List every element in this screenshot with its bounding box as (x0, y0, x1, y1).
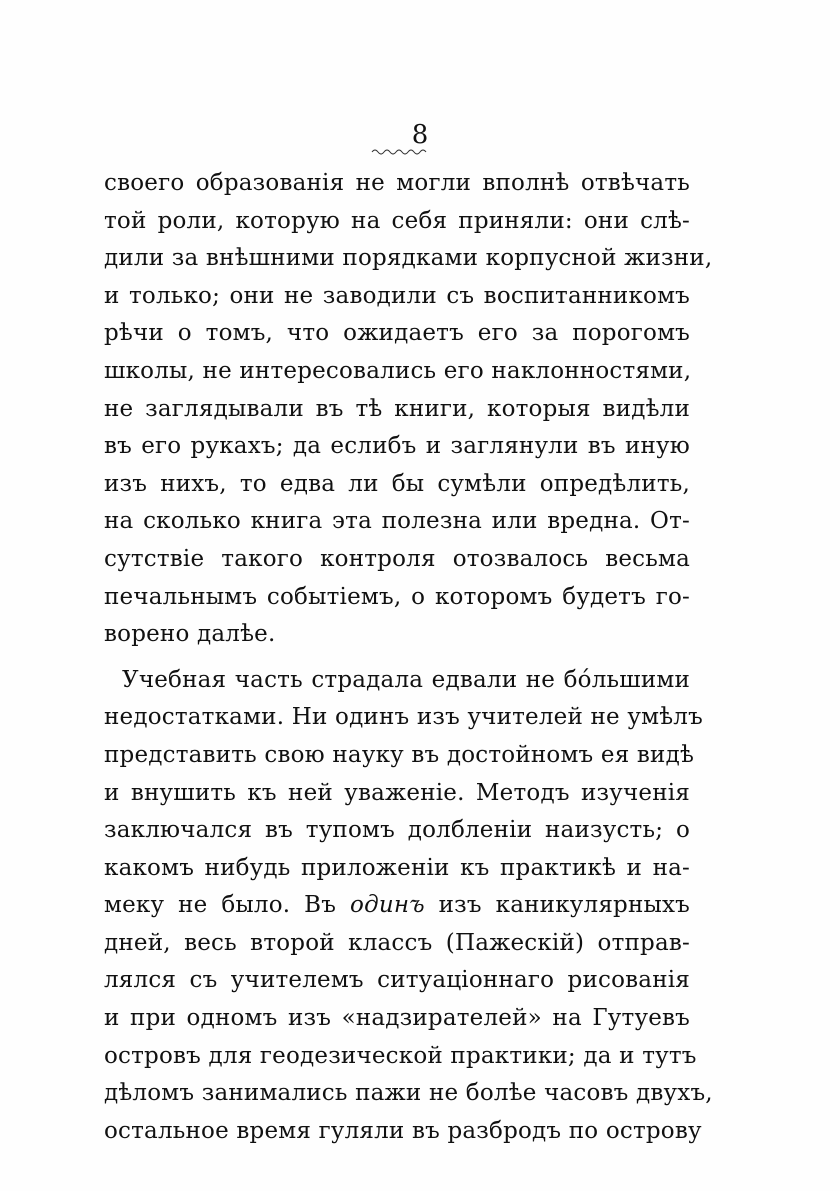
text-line: на сколько книга эта полезна или вредна. От- (104, 508, 690, 535)
text-line: рѣчи о томъ, что ожидаетъ его за порогомъ (104, 320, 690, 347)
text-line: и при одномъ изъ «надзирателей» на Гутуевъ (104, 1005, 690, 1032)
ornament-divider-icon (370, 148, 430, 156)
text-line: сутствіе такого контроля отозвалось весьма (104, 545, 690, 572)
text-line: той роли, которую на себя приняли: они слѣ- (104, 207, 690, 234)
text-line: изъ нихъ, то едва ли бы сумѣли опредѣлить, (104, 470, 690, 497)
text-line: Учебная часть страдала едвали не бо́льшими (122, 666, 690, 693)
text-line: и внушить къ ней уваженіе. Методъ изученія (104, 779, 690, 806)
text-line: недостатками. Ни одинъ изъ учителей не умѣлъ (104, 704, 703, 731)
text-line: островъ для геодезической практики; да и тутъ (104, 1042, 697, 1069)
text-line: остальное время гуляли въ разбродъ по острову (104, 1117, 702, 1144)
text-line: дили за внѣшними порядками корпусной жизни, (104, 245, 713, 272)
paragraph-2 (104, 665, 713, 1146)
body-text (104, 168, 713, 1153)
text-line: представить свою науку въ достойномъ ея видѣ (104, 741, 695, 768)
text-line: лялся съ учителемъ ситуаціоннаго рисованія (104, 967, 690, 994)
text-line: дней, весь второй классъ (Пажескій) отправ- (104, 929, 690, 956)
italic-word: одинъ (350, 892, 425, 919)
text-line: какомъ нибудь приложеніи къ практикѣ и на- (104, 854, 690, 881)
text-line: въ его рукахъ; да еслибъ и заглянули въ иную (104, 433, 690, 460)
text-line: своего образованія не могли вполнѣ отвѣчать (104, 170, 690, 196)
text-segment: изъ каникулярныхъ (424, 892, 691, 919)
paragraph-gap (104, 657, 690, 665)
text-line: заключался въ тупомъ долбленіи наизусть; о (104, 817, 690, 844)
text-segment: меку не было. Въ (104, 892, 351, 919)
page-number: 8 (411, 120, 429, 150)
text-line: не заглядывали въ тѣ книги, которыя видѣли (104, 395, 690, 422)
paragraph-1 (104, 168, 713, 649)
text-line: школы, не интересовались его наклонностями, (104, 357, 692, 384)
text-line: дѣломъ занимались пажи не болѣе часовъ двухъ, (104, 1080, 713, 1107)
text-line: печальнымъ событіемъ, о которомъ будетъ го- (104, 583, 690, 610)
text-line: ворено далѣе. (104, 621, 276, 648)
text-line-with-italic (104, 890, 690, 920)
text-line: и только; они не заводили съ воспитанникомъ (104, 282, 690, 309)
